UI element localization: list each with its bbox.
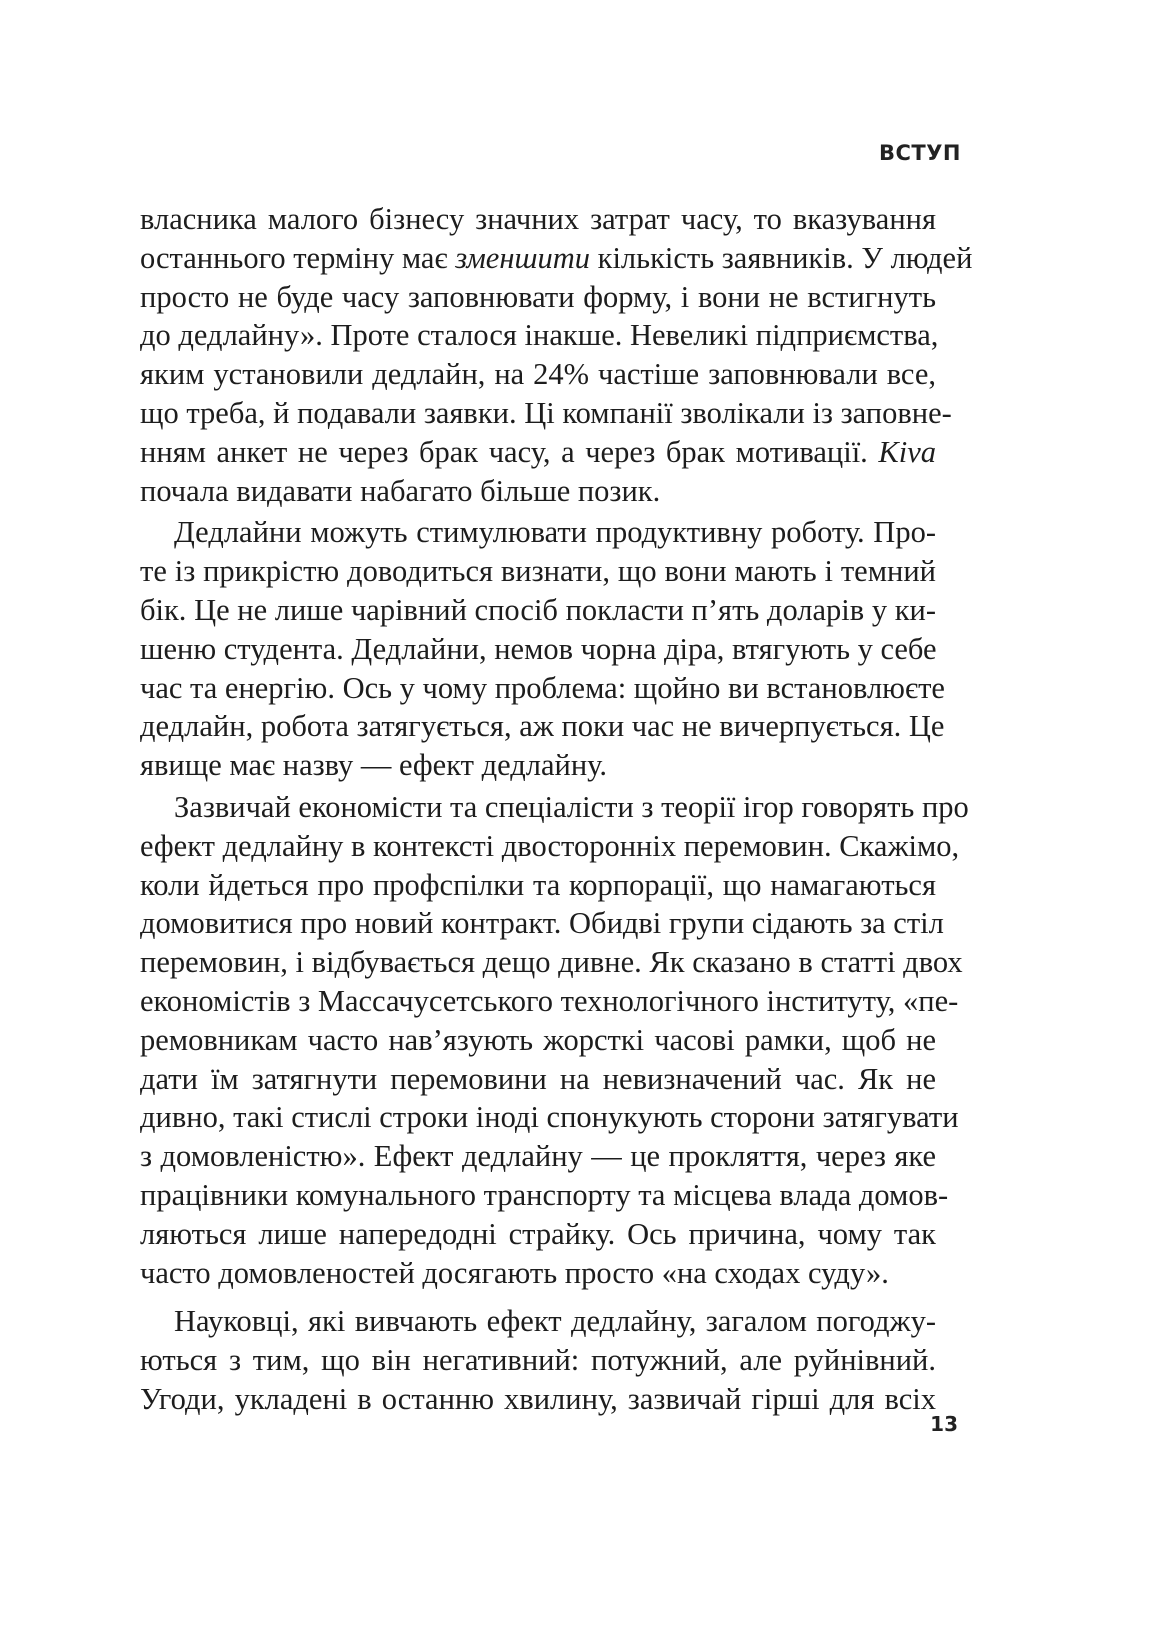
text-line: ремовникам часто нав’язують жорсткі часові рамки, щоб не [140, 1022, 936, 1057]
text-line: дивно, такі стислі строки іноді спонукують сторони затягувати [140, 1100, 959, 1135]
text-line: почала видавати набагато більше позик. [140, 473, 661, 508]
text-line: Угоди, укладені в останню хвилину, зазвичай гірші для всіх [140, 1381, 936, 1416]
italic-text: зменшити [455, 240, 591, 275]
text-line: час та енергію. Ось у чому проблема: щойно ви встановлюєте [140, 670, 945, 705]
text-line: Науковці, які вивчають ефект дедлайну, загалом погоджу- [174, 1304, 936, 1339]
paragraph [140, 200, 973, 510]
text-line: коли йдеться про профспілки та корпорації, що намагаються [140, 867, 936, 902]
text-line: з домовленістю». Ефект дедлайну — це прокляття, через яке [140, 1139, 936, 1174]
text-line: останнього терміну має зменшити кількість заявників. У людей [140, 240, 973, 275]
text-line: дедлайн, робота затягується, аж поки час не вичерпується. Це [140, 709, 945, 744]
text-line: явище має назву — ефект дедлайну. [140, 748, 607, 783]
text-line: просто не буде часу заповнювати форму, і вони не встигнуть [140, 279, 936, 314]
text-line: Зазвичай економісти та спеціалісти з теорії ігор говорять про [174, 789, 969, 824]
text-line: нням анкет не через брак часу, а через брак мотивації. Kiva [140, 434, 936, 469]
text-line: те із прикрістю доводиться визнати, що вони мають і темний [140, 554, 936, 589]
text-line: працівники комунального транспорту та місцева влада домов- [140, 1177, 949, 1212]
italic-text: Kiva [878, 434, 936, 469]
text-line: власника малого бізнесу значних затрат часу, то вказування [140, 202, 936, 236]
paragraph [140, 513, 945, 785]
text-line: домовитися про новий контракт. Обидві групи сідають за стіл [140, 906, 944, 941]
text-line: часто домовленостей досягають просто «на сходах суду». [140, 1255, 889, 1290]
text-line: ляються лише напередодні страйку. Ось причина, чому так [140, 1216, 936, 1251]
text-line: шеню студента. Дедлайни, немов чорна діра, втягують у себе [140, 631, 937, 666]
text-line: перемовин, і відбувається дещо дивне. Як сказано в статті двох [140, 945, 963, 980]
text-line: економістів з Массачусетського технологічного інституту, «пе- [140, 983, 959, 1018]
text-line: дати їм затягнути перемовини на невизначений час. Як не [140, 1061, 936, 1096]
running-header: ВСТУП [878, 141, 961, 165]
paragraph [140, 788, 969, 1292]
text-line: яким установили дедлайн, на 24% частіше заповнювали все, [140, 357, 936, 392]
text-line: бік. Це не лише чарівний спосіб покласти п’ять доларів у ки- [140, 592, 936, 627]
text-line: ефект дедлайну в контексті двосторонніх перемовин. Скажімо, [140, 828, 960, 863]
text-line: ються з тим, що він негативний: потужний, але руйнівний. [140, 1343, 936, 1378]
page-number: 13 [930, 1412, 958, 1436]
text-line: що треба, й подавали заявки. Ці компанії зволікали із заповне- [140, 395, 952, 430]
paragraph [140, 1302, 936, 1418]
body-text [140, 200, 973, 1419]
text-line: до дедлайну». Проте сталося інакше. Невеликі підприємства, [140, 318, 939, 353]
text-line: Дедлайни можуть стимулювати продуктивну роботу. Про- [174, 515, 936, 550]
